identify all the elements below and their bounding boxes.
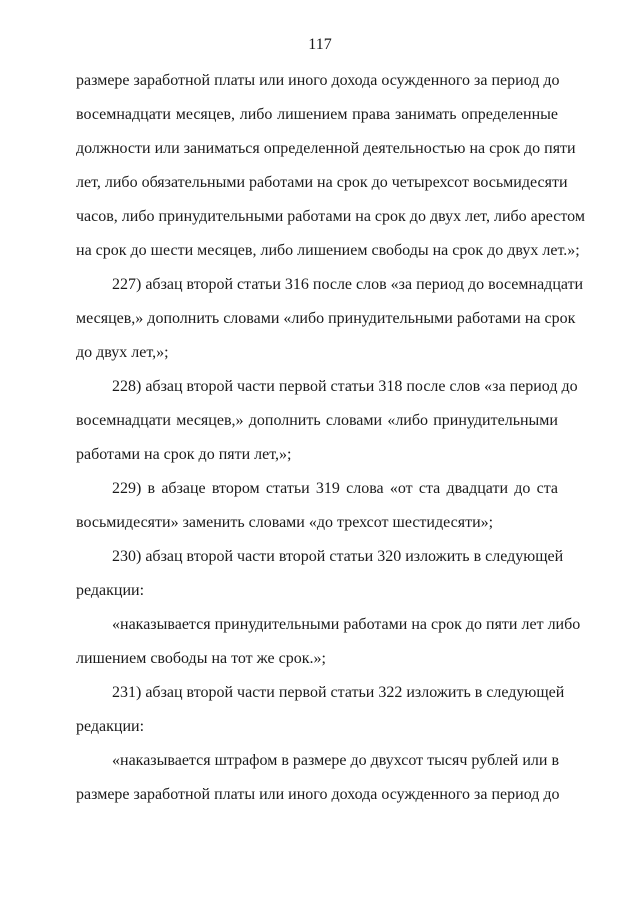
paragraph <box>76 608 581 676</box>
text-line: восемнадцати месяцев,» дополнить словами «либо принудительными <box>76 412 558 429</box>
text-line: лишением свободы на тот же срок.»; <box>76 650 326 667</box>
paragraph <box>76 472 558 540</box>
text-line: редакции: <box>76 582 145 599</box>
page-number: 117 <box>308 36 332 53</box>
text-line: «наказывается штрафом в размере до двухсот тысяч рублей или в <box>112 752 560 769</box>
text-line: месяцев,» дополнить словами «либо принудительными работами на срок <box>76 310 576 327</box>
text-line: лет, либо обязательными работами на срок до четырехсот восьмидесяти <box>76 174 568 191</box>
text-line: восемнадцати месяцев, либо лишением права занимать определенные <box>76 106 558 123</box>
text-line: 228) абзац второй части первой статьи 318 после слов «за период до <box>112 378 578 395</box>
text-line: до двух лет,»; <box>76 344 169 361</box>
paragraph <box>76 676 565 744</box>
paragraph <box>76 268 584 370</box>
paragraph <box>76 540 564 608</box>
text-line: на срок до шести месяцев, либо лишением свободы на срок до двух лет.»; <box>76 242 580 259</box>
text-line: редакции: <box>76 718 145 735</box>
paragraph <box>76 744 558 812</box>
text-line: 230) абзац второй части второй статьи 320 изложить в следующей <box>112 548 564 565</box>
text-line: размере заработной платы или иного дохода осужденного за период до <box>76 786 560 803</box>
text-line: должности или заниматься определенной деятельностью на срок до пяти <box>76 140 576 157</box>
text-line: «наказывается принудительными работами на срок до пяти лет либо <box>112 616 581 633</box>
text-line: часов, либо принудительными работами на срок до двух лет, либо арестом <box>76 208 585 225</box>
paragraph <box>76 370 578 472</box>
paragraph <box>76 64 585 268</box>
text-line: 227) абзац второй статьи 316 после слов «за период до восемнадцати <box>112 276 584 293</box>
text-line: работами на срок до пяти лет,»; <box>76 446 292 463</box>
text-line: восьмидесяти» заменить словами «до трехсот шестидесяти»; <box>76 514 494 531</box>
text-line: 229) в абзаце втором статьи 319 слова «от ста двадцати до ста <box>112 480 558 497</box>
text-line: 231) абзац второй части первой статьи 322 изложить в следующей <box>112 684 565 701</box>
text-line: размере заработной платы или иного дохода осужденного за период до <box>76 72 560 89</box>
document-body <box>76 64 585 812</box>
